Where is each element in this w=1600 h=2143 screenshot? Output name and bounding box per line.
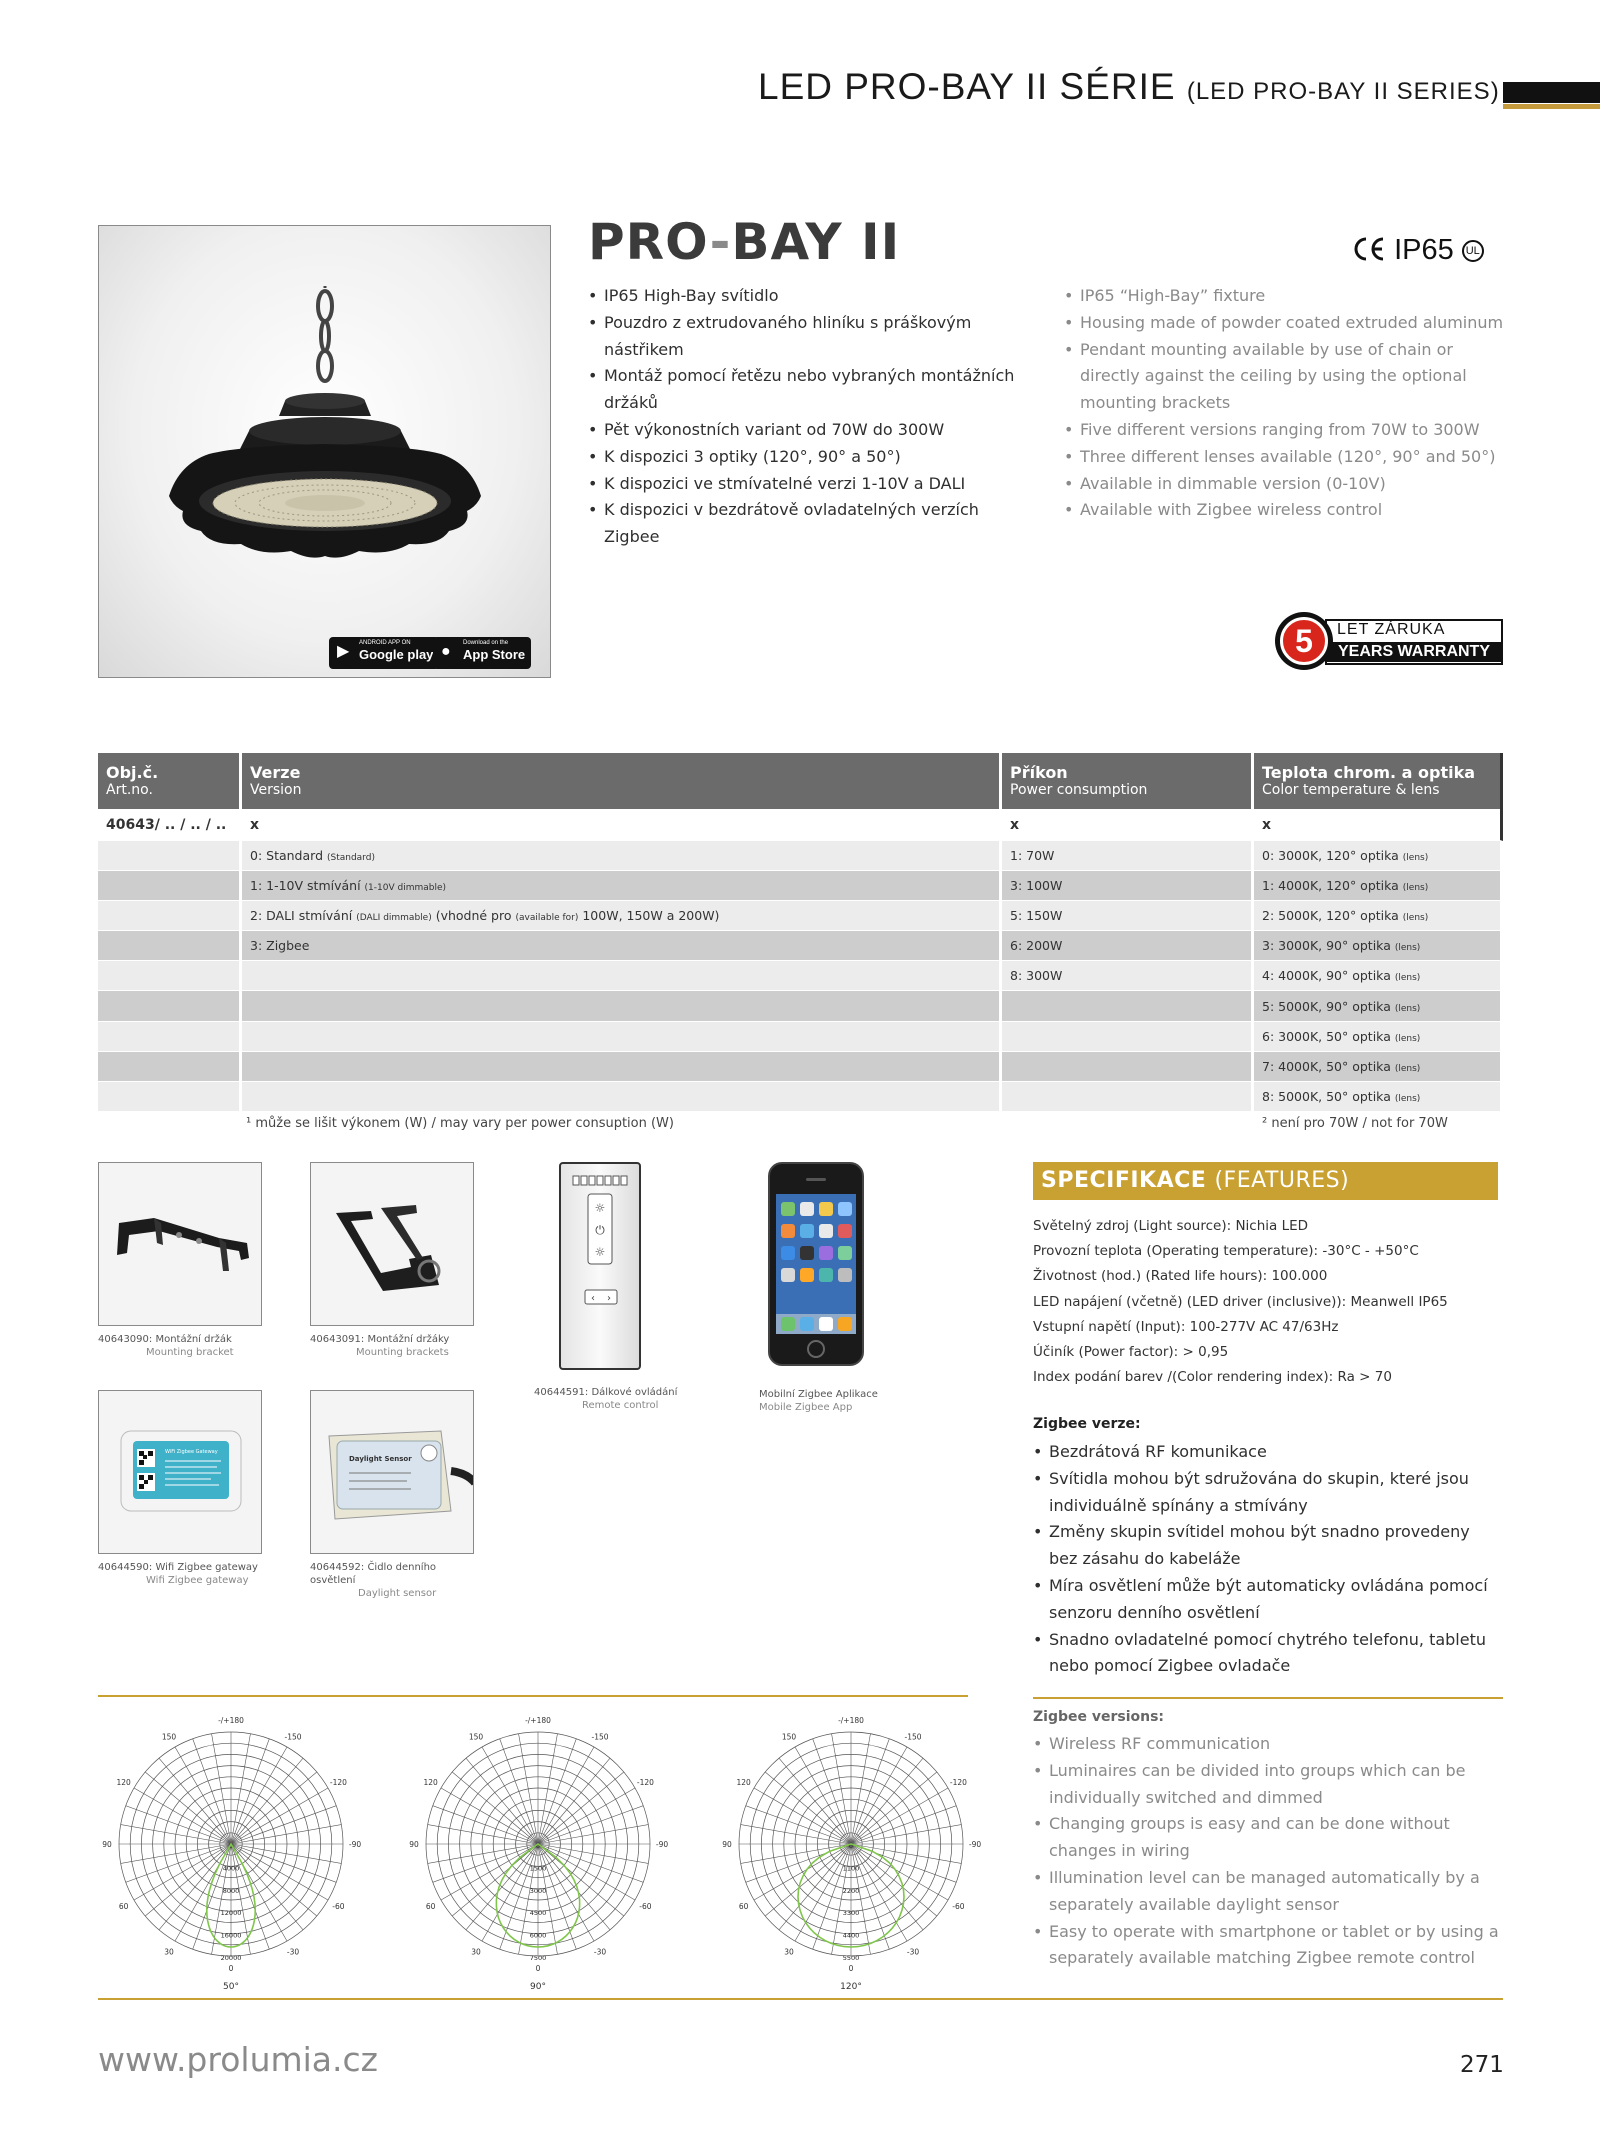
remote-control-image <box>559 1162 641 1370</box>
polar-beam-label: 120° <box>840 1982 862 1992</box>
cell-note: (1-10V dimmable) <box>364 883 447 894</box>
features-list-en <box>1064 283 1514 524</box>
caption-en: Remote control <box>582 1400 659 1411</box>
col-header-power <box>1002 753 1254 809</box>
product-title <box>588 213 900 271</box>
table-cell <box>242 961 1002 991</box>
table-cell <box>98 961 242 991</box>
high-bay-lamp-image <box>99 226 551 678</box>
ce-mark-icon <box>1352 236 1386 262</box>
polar-angle-label: 150 <box>161 1732 177 1742</box>
table-cell: 3: 100W <box>1002 871 1254 901</box>
cell-text: 3: 3000K, 90° optika <box>1262 938 1395 954</box>
table-cell <box>98 901 242 931</box>
accessory-caption <box>310 1561 480 1600</box>
zigbee-feature-item: • Míra osvětlení může být automaticky ovládána pomocí senzoru denního osvětlení <box>1033 1573 1503 1627</box>
polar-ring-label: 4000 <box>222 1864 240 1873</box>
feature-item: • Housing made of powder coated extruded aluminum <box>1064 310 1514 337</box>
spec-heading-cz: SPECIFIKACE <box>1041 1168 1207 1193</box>
table-header-row <box>98 753 1503 809</box>
table-cell <box>1254 961 1503 991</box>
ul-mark-icon: UL <box>1462 240 1484 262</box>
cell-text: 4: 4000K, 90° optika <box>1262 968 1395 984</box>
caption-en: Mounting bracket <box>146 1347 234 1358</box>
accessory-caption <box>98 1561 262 1587</box>
table-cell <box>242 871 1002 901</box>
polar-angle-label: -60 <box>952 1902 965 1911</box>
col-header-en: Art.no. <box>106 782 153 798</box>
feature-item: • K dispozici 3 optiky (120°, 90° a 50°) <box>588 444 1038 471</box>
warranty-years: 5 <box>1280 617 1328 665</box>
caption-cz: 40644591: Dálkové ovládání <box>534 1387 678 1398</box>
table-cell <box>1254 1052 1503 1082</box>
product-title-dash: - <box>709 213 732 271</box>
cell-text: 8: 5000K, 50° optika <box>1262 1088 1395 1104</box>
badge-small-text: ANDROID APP ON <box>359 640 411 646</box>
table-cell <box>98 1052 242 1082</box>
product-title-part: PRO <box>588 213 710 271</box>
table-cell <box>1254 991 1503 1021</box>
product-title-part: BAY II <box>731 213 901 271</box>
polar-beam-label: 50° <box>223 1982 239 1992</box>
table-cell <box>242 1082 1002 1112</box>
table-cell: 40643/ .. / .. / .. <box>98 809 242 841</box>
cell-note: (lens) <box>1402 913 1429 924</box>
col-header-cz: Obj.č. <box>106 763 159 782</box>
polar-angle-label: -90 <box>968 1840 982 1849</box>
table-footnote-2: ² není pro 70W / not for 70W <box>1262 1116 1448 1131</box>
caption-cz: 40644592: Čidlo denního osvětlení <box>310 1562 437 1586</box>
caption-en: Wifi Zigbee gateway <box>146 1575 249 1586</box>
spec-line: Účiník (Power factor): > 0,95 <box>1033 1344 1229 1361</box>
accessory-caption <box>534 1386 684 1412</box>
table-cell <box>242 991 1002 1021</box>
cell-note: (lens) <box>1394 973 1421 984</box>
cell-text: 0: 3000K, 120° optika <box>1262 848 1403 864</box>
accessory-caption <box>759 1388 899 1414</box>
series-title <box>758 66 1500 108</box>
brackets-icon <box>311 1163 474 1326</box>
table-row <box>98 901 1503 931</box>
polar-chart-50 <box>86 1706 376 1996</box>
table-row <box>98 961 1503 991</box>
feature-item: • Available with Zigbee wireless control <box>1064 497 1514 524</box>
feature-item: • Five different versions ranging from 70W to 300W <box>1064 417 1514 444</box>
table-cell <box>1254 901 1503 931</box>
series-title-main: LED PRO-BAY II SÉRIE <box>758 66 1176 107</box>
smartphone-image <box>768 1162 864 1366</box>
warranty-line-en: YEARS WARRANTY <box>1327 642 1501 662</box>
polar-ring-label: 1500 <box>529 1864 547 1873</box>
feature-item: • Three different lenses available (120°, 90° and 50°) <box>1064 444 1514 471</box>
cell-text: 5: 5000K, 90° optika <box>1262 998 1395 1014</box>
col-header-cz: Příkon <box>1010 763 1068 782</box>
zigbee-feature-item: • Wireless RF communication <box>1033 1731 1503 1758</box>
zigbee-en-list <box>1033 1731 1503 1972</box>
col-header-en: Power consumption <box>1010 782 1148 798</box>
col-header-version <box>242 753 1002 809</box>
sensor-icon <box>311 1391 474 1554</box>
table-row <box>98 1052 1503 1082</box>
zigbee-cz-list <box>1033 1439 1503 1680</box>
spec-line: Životnost (hod.) (Rated life hours): 100.000 <box>1033 1268 1328 1285</box>
table-cell <box>242 931 1002 961</box>
zigbee-en-heading: Zigbee versions: <box>1033 1709 1165 1725</box>
table-cell: x <box>1254 809 1503 841</box>
table-cell <box>1002 1022 1254 1052</box>
table-cell: 6: 200W <box>1002 931 1254 961</box>
zigbee-feature-item: • Snadno ovladatelné pomocí chytrého telefonu, tabletu nebo pomocí Zigbee ovladače <box>1033 1627 1503 1681</box>
table-cell <box>1254 1022 1503 1052</box>
zigbee-feature-item: • Změny skupin svítidel mohou být snadno provedeny bez zásahu do kabeláže <box>1033 1519 1503 1573</box>
polar-angle-label: -120 <box>949 1778 967 1787</box>
polar-angle-label: 30 <box>164 1947 174 1957</box>
col-header-cz: Verze <box>250 763 301 782</box>
table-row <box>98 871 1503 901</box>
polar-ring-label: 2200 <box>842 1886 860 1895</box>
features-list-cz <box>588 283 1038 551</box>
ordering-table <box>98 753 1503 1112</box>
cell-note: (lens) <box>1394 1033 1421 1044</box>
cell-text: 0: Standard <box>250 848 327 864</box>
spec-line: Světelný zdroj (Light source): Nichia LED <box>1033 1218 1309 1234</box>
polar-angle-label: -150 <box>284 1732 302 1742</box>
table-cell <box>1254 841 1503 871</box>
badge-big-text: Google play <box>359 647 434 662</box>
sensor-label: Daylight Sensor <box>349 1455 412 1463</box>
polar-angle-label: 0 <box>535 1964 541 1973</box>
specifications-heading <box>1033 1162 1498 1200</box>
polar-ring-label: 20000 <box>220 1954 242 1962</box>
polar-ring-label: 5500 <box>842 1954 860 1962</box>
polar-angle-label: -30 <box>286 1947 300 1957</box>
polar-angle-label: -30 <box>906 1947 920 1957</box>
col-header-artno <box>98 753 242 809</box>
polar-angle-label: 120 <box>736 1778 751 1787</box>
polar-ring-label: 3000 <box>529 1886 547 1895</box>
svg-text:⏻: ⏻ <box>595 1223 605 1237</box>
cell-text: 2: 5000K, 120° optika <box>1262 908 1403 924</box>
wifi-gateway-image <box>98 1390 262 1554</box>
polar-angle-label: -60 <box>332 1902 345 1911</box>
feature-item: • Montáž pomocí řetězu nebo vybraných montážních držáků <box>588 363 1038 417</box>
polar-ring-label: 12000 <box>220 1909 242 1918</box>
caption-cz: 40643090: Montážní držák <box>98 1334 232 1345</box>
spec-line: LED napájení (včetně) (LED driver (inclusive)): Meanwell IP65 <box>1033 1293 1448 1310</box>
cell-text: 1: 4000K, 120° optika <box>1262 878 1403 894</box>
polar-angle-label: 60 <box>738 1902 749 1911</box>
table-footnote-1: ¹ může se lišit výkonem (W) / may vary per power consuption (W) <box>246 1116 674 1131</box>
cell-note: (available for) <box>515 913 579 924</box>
spec-line: Provozní teplota (Operating temperature): -30°C - +50°C <box>1033 1243 1419 1260</box>
table-cell: 8: 300W <box>1002 961 1254 991</box>
spec-line: Vstupní napětí (Input): 100-277V AC 47/63Hz <box>1033 1318 1339 1335</box>
polar-angle-label: 60 <box>425 1902 436 1911</box>
table-cell: x <box>242 809 1002 841</box>
certification-marks <box>1352 234 1484 267</box>
polar-chart-90 <box>393 1706 683 1996</box>
polar-ring-label: 0 <box>535 1842 541 1850</box>
table-cell <box>1002 1052 1254 1082</box>
accessory-caption <box>310 1333 474 1359</box>
polar-angle-label: 90 <box>409 1840 419 1849</box>
polar-angle-label: -150 <box>904 1732 922 1742</box>
google-play-badge[interactable] <box>329 637 439 669</box>
polar-angle-label: 150 <box>468 1732 484 1742</box>
table-cell <box>242 901 1002 931</box>
table-cell <box>98 1022 242 1052</box>
cell-note: (DALI dimmable) <box>356 913 432 924</box>
header-bar-black <box>1503 82 1600 103</box>
table-cell <box>1254 1082 1503 1112</box>
phone-app-icon <box>770 1164 862 1364</box>
specifications-list <box>1033 1214 1503 1390</box>
feature-item: • Pouzdro z extrudovaného hliníku s práškovým nástřikem <box>588 310 1038 364</box>
table-row <box>98 991 1503 1021</box>
feature-item: • K dispozici ve stmívatelné verzi 1-10V a DALI <box>588 471 1038 498</box>
polar-ring-label: 4400 <box>842 1931 860 1940</box>
polar-ring-label: 7500 <box>529 1954 547 1962</box>
polar-angle-label: -30 <box>593 1947 607 1957</box>
col-header-en: Color temperature & lens <box>1262 782 1440 798</box>
polar-ring-label: 8000 <box>222 1886 240 1895</box>
table-row <box>98 1082 1503 1112</box>
series-title-en: (LED PRO-BAY II SERIES) <box>1186 78 1500 105</box>
table-cell <box>1002 991 1254 1021</box>
table-cell: 5: 150W <box>1002 901 1254 931</box>
caption-cz: Mobilní Zigbee Aplikace <box>759 1389 878 1400</box>
feature-item: • IP65 High-Bay svítidlo <box>588 283 1038 310</box>
feature-item: • Pendant mounting available by use of chain or directly against the ceiling by using the optional mounting brackets <box>1064 337 1514 417</box>
apple-icon: ● <box>441 643 451 660</box>
table-cell <box>98 991 242 1021</box>
cell-text: 6: 3000K, 50° optika <box>1262 1028 1395 1044</box>
zigbee-feature-item: • Illumination level can be managed automatically by a separately available daylight sensor <box>1033 1865 1503 1919</box>
spec-line: Index podání barev /(Color rendering index): Ra > 70 <box>1033 1369 1392 1386</box>
polar-angle-label: 90 <box>722 1840 732 1849</box>
polar-angle-label: 30 <box>471 1947 481 1957</box>
caption-cz: 40643091: Montážní držáky <box>310 1334 450 1345</box>
table-cell <box>242 1052 1002 1082</box>
gateway-icon <box>99 1391 262 1554</box>
polar-angle-label: -/+180 <box>218 1716 244 1725</box>
zigbee-cz-heading: Zigbee verze: <box>1033 1416 1141 1432</box>
table-cell <box>98 841 242 871</box>
table-row <box>98 931 1503 961</box>
table-cell <box>242 1022 1002 1052</box>
polar-angle-label: 120 <box>423 1778 438 1787</box>
polar-angle-label: 60 <box>118 1902 129 1911</box>
polar-ring-label: 3300 <box>842 1909 860 1918</box>
table-cell <box>1254 931 1503 961</box>
badge-small-text: Download on the <box>463 640 509 646</box>
table-cell <box>1254 871 1503 901</box>
cell-text: 2: DALI stmívání <box>250 908 357 924</box>
col-header-en: Version <box>250 782 302 798</box>
header-bar-gold <box>1503 104 1600 109</box>
polar-angle-label: -150 <box>591 1732 609 1742</box>
svg-text:›: › <box>607 1293 611 1304</box>
cell-text: 1: 1-10V stmívání <box>250 878 365 894</box>
cell-note: (lens) <box>1394 943 1421 954</box>
polar-angle-label: 0 <box>228 1964 234 1973</box>
caption-cz: 40644590: Wifi Zigbee gateway <box>98 1562 258 1573</box>
polar-angle-label: 30 <box>784 1947 794 1957</box>
table-cell <box>1002 1082 1254 1112</box>
caption-en: Mobile Zigbee App <box>759 1402 853 1413</box>
bottom-separator <box>98 1998 1503 2000</box>
gateway-label: WiFi Zigbee Gateway <box>165 1449 218 1455</box>
cell-text: 3: Zigbee <box>250 938 310 954</box>
table-cell <box>98 871 242 901</box>
cell-text: 100W, 150W a 200W) <box>578 908 720 924</box>
polar-angle-label: -/+180 <box>838 1716 864 1725</box>
polar-ring-label: 0 <box>848 1842 854 1850</box>
polar-separator <box>98 1695 968 1697</box>
warranty-line-cz: LET ZÁRUKA <box>1337 621 1446 638</box>
mounting-bracket-image <box>98 1162 262 1326</box>
polar-ring-label: 6000 <box>529 1931 547 1940</box>
remote-icon <box>561 1164 639 1368</box>
table-row <box>98 1022 1503 1052</box>
col-header-color <box>1254 753 1503 809</box>
polar-angle-label: -120 <box>329 1778 347 1787</box>
polar-angle-label: -/+180 <box>525 1716 551 1725</box>
ip-rating: IP65 <box>1394 234 1454 266</box>
col-header-cz: Teplota chrom. a optika <box>1262 763 1476 782</box>
table-cell <box>242 841 1002 871</box>
table-cell <box>98 1082 242 1112</box>
cell-note: (lens) <box>1394 1093 1421 1104</box>
polar-angle-label: 90 <box>102 1840 112 1849</box>
polar-angle-label: 150 <box>781 1732 797 1742</box>
caption-en: Mounting brackets <box>356 1347 449 1358</box>
app-store-badge[interactable] <box>433 637 531 669</box>
svg-text:☼: ☼ <box>594 1201 606 1215</box>
polar-ring-label: 4500 <box>529 1909 547 1918</box>
mounting-brackets-image <box>310 1162 474 1326</box>
table-row <box>98 841 1503 871</box>
table-cell: 1: 70W <box>1002 841 1254 871</box>
feature-item: • Pět výkonostních variant od 70W do 300W <box>588 417 1038 444</box>
table-body <box>98 809 1503 1112</box>
product-image-frame <box>98 225 551 678</box>
cell-note: (lens) <box>1402 853 1429 864</box>
polar-ring-label: 1100 <box>842 1864 860 1873</box>
cell-note: (lens) <box>1394 1003 1421 1014</box>
cell-note: (lens) <box>1394 1063 1421 1074</box>
polar-angle-label: 0 <box>848 1964 854 1973</box>
feature-item: • IP65 “High-Bay” fixture <box>1064 283 1514 310</box>
polar-chart-120 <box>706 1706 996 1996</box>
daylight-sensor-image <box>310 1390 474 1554</box>
table-cell <box>98 931 242 961</box>
play-icon: ▶ <box>337 643 350 660</box>
zigbee-feature-item: • Easy to operate with smartphone or tablet or by using a separately available matching Zigbee remote control <box>1033 1919 1503 1973</box>
zigbee-feature-item: • Bezdrátová RF komunikace <box>1033 1439 1503 1466</box>
svg-text:‹: ‹ <box>591 1293 595 1304</box>
caption-en: Daylight sensor <box>358 1588 437 1599</box>
table-row-code <box>98 809 1503 841</box>
feature-item: • K dispozici v bezdrátově ovladatelných verzích Zigbee <box>588 497 1038 551</box>
bracket-icon <box>99 1163 262 1326</box>
polar-angle-label: -90 <box>655 1840 669 1849</box>
table-cell: x <box>1002 809 1254 841</box>
accessory-caption <box>98 1333 262 1359</box>
polar-angle-label: -120 <box>636 1778 654 1787</box>
polar-ring-label: 0 <box>228 1842 234 1850</box>
zigbee-feature-item: • Changing groups is easy and can be done without changes in wiring <box>1033 1811 1503 1865</box>
polar-angle-label: -90 <box>348 1840 362 1849</box>
cell-text: (vhodné pro <box>431 908 516 924</box>
zigbee-feature-item: • Luminaires can be divided into groups which can be individually switched and dimmed <box>1033 1758 1503 1812</box>
cell-note: (Standard) <box>326 853 375 864</box>
zigbee-feature-item: • Svítidla mohou být sdružována do skupin, které jsou individuálně spínány a stmívány <box>1033 1466 1503 1520</box>
cell-note: (lens) <box>1402 883 1429 894</box>
polar-beam-label: 90° <box>530 1982 546 1992</box>
badge-big-text: App Store <box>463 647 526 662</box>
zigbee-separator <box>1033 1697 1503 1699</box>
polar-ring-label: 16000 <box>220 1931 242 1940</box>
footer-website-link[interactable]: www.prolumia.cz <box>98 2040 378 2079</box>
feature-item: • Available in dimmable version (0-10V) <box>1064 471 1514 498</box>
spec-heading-en: (FEATURES) <box>1214 1168 1350 1193</box>
svg-text:☼: ☼ <box>594 1245 606 1259</box>
cell-text: 7: 4000K, 50° optika <box>1262 1058 1395 1074</box>
page-number: 271 <box>1460 2052 1504 2078</box>
warranty-badge <box>1275 612 1503 670</box>
polar-angle-label: -60 <box>639 1902 652 1911</box>
polar-angle-label: 120 <box>116 1778 131 1787</box>
